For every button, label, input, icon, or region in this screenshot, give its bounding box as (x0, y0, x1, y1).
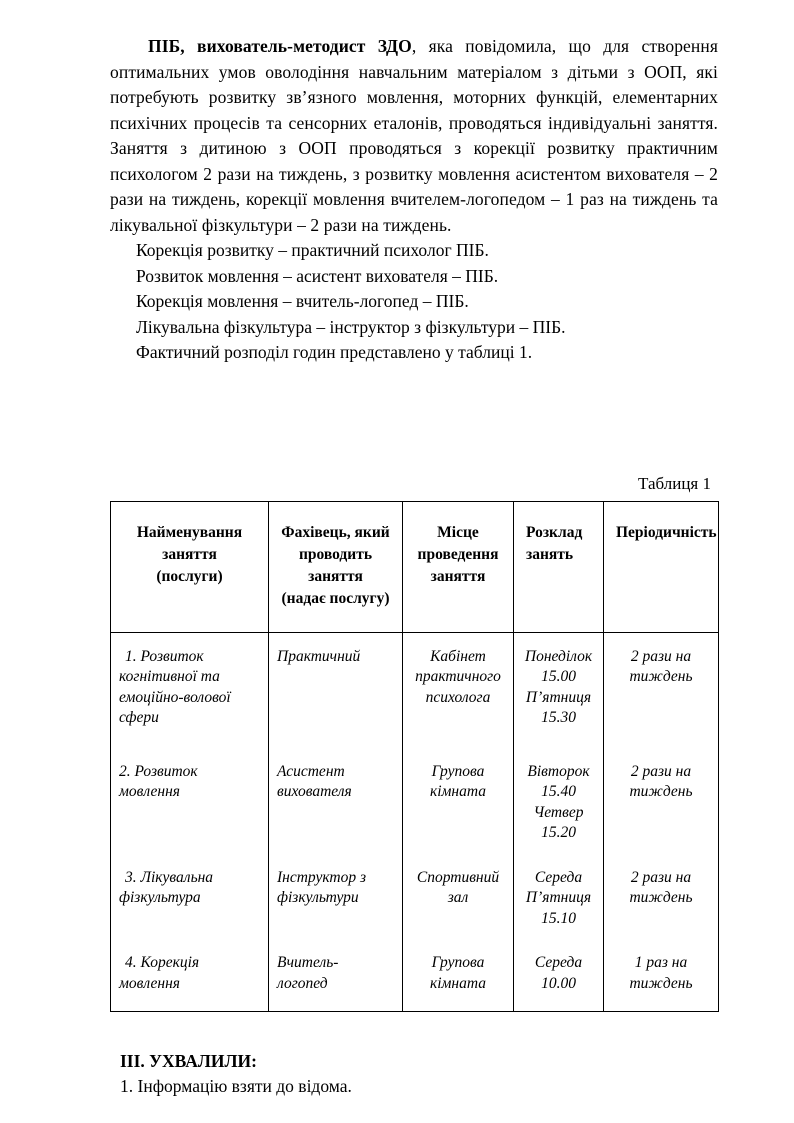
cell-schedule (514, 748, 604, 854)
cell-line: 1 раз на (634, 954, 688, 971)
cell-line: 15.00 (541, 668, 576, 685)
header-line: проводить (298, 545, 373, 563)
table-row (111, 632, 719, 748)
cell-line: 15.30 (541, 709, 576, 726)
header-line: (послуги) (156, 567, 223, 585)
header-line: проведення (417, 545, 499, 563)
intro-rest: , яка повідомила, що для створення оптимальних умов оволодіння навчальним матеріалом з дітьми з ООП, які потребують розвитку зв’язного мовлення, моторних функцій, елементарних психічних процесів та сенсорних еталонів, проводяться індивідуальні заняття. Заняття з дитиною з ООП проводяться з корекції розвитку практичним психологом 2 рази на тиждень, з розвитку мовлення асистентом вихователя – 2 рази на тиждень, корекції мовлення вчителем-логопедом – 1 раз на тиждень та лікувальної фізкультури – 2 рази на тиждень. (110, 36, 718, 235)
table-row (111, 854, 719, 940)
cell-line: 10.00 (541, 974, 576, 992)
header-line: Розклад (526, 523, 583, 541)
header-line: занять (526, 545, 574, 563)
cell-line: когнітивної та (119, 668, 220, 685)
assignment-line: Фактичний розподіл годин представлено у таблиці 1. (136, 342, 533, 362)
header-line: заняття (162, 545, 217, 563)
cell-frequency (604, 632, 719, 748)
cell-place (403, 854, 514, 940)
cell-line: 4. Корекція (125, 954, 200, 971)
cell-line: Групова (431, 762, 485, 780)
cell-line: Понеділок (524, 647, 593, 665)
cell-place (403, 632, 514, 748)
cell-line: 1. Розвиток (125, 647, 204, 665)
cell-line: тиждень (629, 889, 693, 906)
cell-line: фізкультури (277, 889, 359, 906)
cell-line: Практичний (277, 647, 361, 665)
cell-line: 15.10 (541, 909, 576, 927)
cell-line: вихователя (277, 783, 352, 800)
assignment-line: Корекція розвитку – практичний психолог ПІБ. (136, 240, 489, 260)
cell-activity (111, 939, 269, 1012)
cell-line: тиждень (629, 668, 693, 685)
cell-line: 3. Лікувальна (125, 868, 214, 886)
cell-specialist (269, 632, 403, 748)
cell-schedule (514, 939, 604, 1012)
cell-line: 2 рази на (630, 647, 692, 665)
cell-specialist (269, 748, 403, 854)
cell-frequency (604, 748, 719, 854)
cell-line: психолога (425, 688, 491, 706)
table-row (111, 748, 719, 854)
cell-line: мовлення (119, 783, 180, 800)
cell-line: сфери (119, 709, 159, 726)
cell-frequency (604, 854, 719, 940)
schedule-table (110, 501, 719, 1013)
cell-line: практичного (415, 668, 501, 685)
header-line: заняття (308, 567, 363, 585)
cell-line: зал (447, 889, 469, 906)
decision-item: 1. Інформацію взяти до відома. (120, 1076, 352, 1096)
assignment-line: Лікувальна фізкультура – інструктор з фізкультури – ПІБ. (136, 316, 566, 337)
table-row (111, 939, 719, 1012)
cell-line: тиждень (629, 783, 693, 800)
table-header-row (111, 501, 719, 632)
cell-line: емоційно-волової (119, 688, 231, 706)
cell-line: Четвер (533, 803, 584, 821)
intro-paragraph (110, 34, 718, 238)
column-header-place (403, 501, 514, 632)
header-line: Фахівець, який (281, 523, 390, 541)
cell-line: Середа (534, 868, 583, 886)
cell-line: Інструктор з (277, 868, 367, 886)
column-header-specialist (269, 501, 403, 632)
intro-lead-bold: ПІБ, вихователь-методист ЗДО (148, 36, 412, 56)
cell-activity (111, 854, 269, 940)
cell-line: 15.20 (541, 824, 576, 841)
cell-line: П’ятниця (525, 889, 592, 906)
assignment-list (110, 238, 718, 366)
header-line: заняття (430, 567, 486, 585)
column-header-activity (111, 501, 269, 632)
cell-line: тиждень (629, 974, 693, 992)
column-header-frequency (604, 501, 719, 632)
cell-schedule (514, 854, 604, 940)
cell-frequency (604, 939, 719, 1012)
decision-heading: III. УХВАЛИЛИ: (120, 1051, 258, 1071)
cell-line: кімната (429, 974, 487, 992)
cell-line: логопед (277, 974, 328, 992)
assignment-line: Корекція мовлення – вчитель-логопед – ПІБ. (136, 291, 469, 311)
cell-line: Асистент (277, 762, 345, 780)
decision-section (110, 1049, 718, 1099)
cell-line: Вчитель- (277, 954, 339, 971)
table-caption: Таблиця 1 (638, 473, 711, 493)
header-line: Місце (437, 523, 479, 541)
cell-line: Кабінет (430, 647, 486, 665)
cell-line: Вівторок (527, 762, 590, 780)
assignment-line: Розвиток мовлення – асистент вихователя – ПІБ. (136, 265, 499, 286)
cell-schedule (514, 632, 604, 748)
column-header-schedule (514, 501, 604, 632)
cell-line: 15.40 (541, 783, 576, 800)
cell-place (403, 939, 514, 1012)
header-line: (надає послугу) (281, 589, 390, 607)
schedule-table-wrapper (110, 501, 718, 1013)
cell-line: фізкультура (119, 889, 201, 906)
cell-line: 2 рази на (630, 868, 692, 886)
cell-place (403, 748, 514, 854)
table-caption-row (110, 474, 718, 494)
cell-line: П’ятниця (525, 688, 592, 706)
cell-line: Групова (431, 954, 485, 971)
cell-line: кімната (429, 783, 487, 800)
cell-line: мовлення (119, 974, 180, 992)
cell-activity (111, 632, 269, 748)
cell-line: 2 рази на (630, 762, 692, 780)
cell-line: 2. Розвиток (119, 762, 198, 780)
cell-specialist (269, 939, 403, 1012)
cell-specialist (269, 854, 403, 940)
cell-line: Середа (534, 954, 583, 971)
cell-line: Спортивний (416, 868, 500, 886)
header-line: Періодичність (616, 523, 717, 541)
header-line: Найменування (136, 523, 243, 541)
cell-activity (111, 748, 269, 854)
